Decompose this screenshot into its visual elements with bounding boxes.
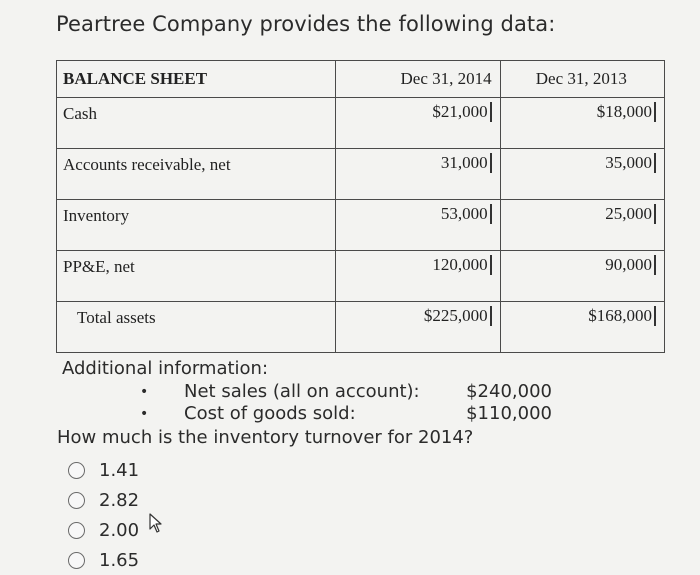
option-label: 1.41 bbox=[99, 459, 140, 481]
table-row bbox=[57, 251, 665, 302]
answer-option[interactable] bbox=[68, 545, 139, 575]
cell-2014: $225,000 bbox=[424, 306, 492, 326]
item-label: Cost of goods sold: bbox=[184, 403, 356, 424]
table-row-total bbox=[57, 302, 665, 353]
cursor-icon bbox=[148, 512, 164, 534]
bullet-icon: • bbox=[140, 406, 149, 422]
row-label: Inventory bbox=[57, 200, 336, 251]
balance-sheet-table bbox=[56, 60, 665, 353]
cell-2013: $168,000 bbox=[588, 306, 656, 326]
row-label: Cash bbox=[57, 98, 336, 149]
cell-2013: 90,000 bbox=[605, 255, 656, 275]
header-label: BALANCE SHEET bbox=[57, 61, 336, 98]
row-label: Accounts receivable, net bbox=[57, 149, 336, 200]
list-item bbox=[140, 381, 552, 403]
radio-icon[interactable] bbox=[68, 552, 85, 569]
header-col-2013: Dec 31, 2013 bbox=[500, 61, 664, 98]
additional-info-list bbox=[140, 381, 552, 425]
cell-2014: 53,000 bbox=[441, 204, 492, 224]
item-value: $110,000 bbox=[466, 403, 552, 424]
cell-2013: 35,000 bbox=[605, 153, 656, 173]
item-label: Net sales (all on account): bbox=[184, 381, 420, 402]
cell-2014: 31,000 bbox=[441, 153, 492, 173]
bullet-icon: • bbox=[140, 384, 149, 400]
cell-2013: $18,000 bbox=[597, 102, 656, 122]
list-item bbox=[140, 403, 552, 425]
header-col-2014: Dec 31, 2014 bbox=[336, 61, 500, 98]
table-header-row bbox=[57, 61, 665, 98]
answer-options bbox=[68, 455, 139, 575]
radio-icon[interactable] bbox=[68, 462, 85, 479]
cell-2013: 25,000 bbox=[605, 204, 656, 224]
table-row bbox=[57, 149, 665, 200]
radio-icon[interactable] bbox=[68, 492, 85, 509]
answer-option[interactable] bbox=[68, 455, 139, 485]
option-label: 2.00 bbox=[99, 519, 140, 541]
answer-option[interactable] bbox=[68, 485, 139, 515]
radio-icon[interactable] bbox=[68, 522, 85, 539]
table-row bbox=[57, 98, 665, 149]
cell-2014: 120,000 bbox=[432, 255, 491, 275]
page-title: Peartree Company provides the following data: bbox=[56, 12, 556, 36]
option-label: 2.82 bbox=[99, 489, 140, 511]
answer-option[interactable] bbox=[68, 515, 139, 545]
question-text: How much is the inventory turnover for 2014? bbox=[57, 427, 474, 448]
option-label: 1.65 bbox=[99, 549, 140, 571]
item-value: $240,000 bbox=[466, 381, 552, 402]
table-row bbox=[57, 200, 665, 251]
row-label: PP&E, net bbox=[57, 251, 336, 302]
cell-2014: $21,000 bbox=[432, 102, 491, 122]
row-label: Total assets bbox=[57, 302, 336, 353]
additional-info-heading: Additional information: bbox=[62, 358, 269, 379]
